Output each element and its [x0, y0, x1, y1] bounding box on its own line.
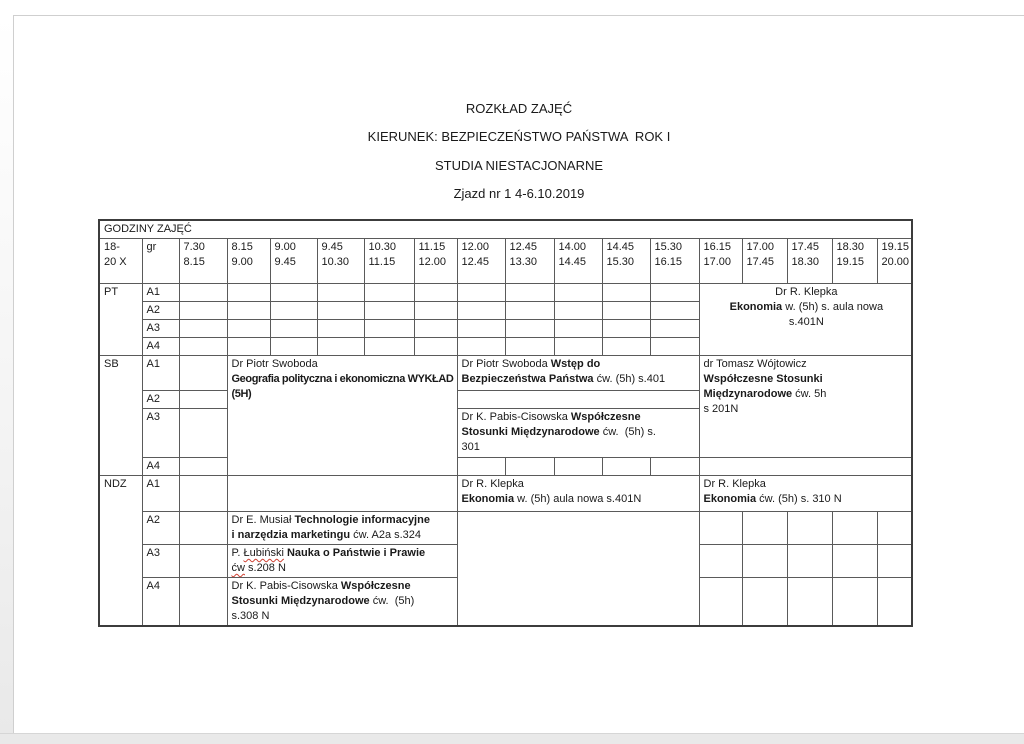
- time-slot-header: 17.00 17.45: [742, 239, 787, 284]
- empty-slot-cell: [227, 338, 270, 356]
- empty-slot-cell: [414, 338, 457, 356]
- group-cell: A2: [142, 391, 179, 409]
- empty-slot-cell: [787, 545, 832, 578]
- empty-slot-cell: [179, 356, 227, 391]
- empty-slot-cell: [457, 391, 699, 409]
- time-slot-header: 12.45 13.30: [505, 239, 554, 284]
- day-cell-sb: SB: [99, 356, 142, 476]
- group-cell: A2: [142, 512, 179, 545]
- empty-slot-cell: [270, 338, 317, 356]
- empty-slot-cell: [227, 320, 270, 338]
- schedule-table: [98, 219, 913, 627]
- empty-slot-cell: [179, 338, 227, 356]
- empty-slot-cell: [505, 320, 554, 338]
- empty-slot-cell: [505, 458, 554, 476]
- time-slot-header: 9.00 9.45: [270, 239, 317, 284]
- empty-slot-cell: [650, 338, 699, 356]
- group-cell: A4: [142, 458, 179, 476]
- group-cell: A3: [142, 409, 179, 458]
- empty-slot-cell: [179, 391, 227, 409]
- class-cell-sb-wstep: Dr Piotr Swoboda Wstęp do Bezpieczeństwa Państwa ćw. (5h) s.401: [457, 356, 699, 391]
- table-title-cell: GODZINY ZAJĘĆ: [99, 220, 912, 239]
- class-cell-ndz-nauka: P. Łubiński Nauka o Państwie i Prawie ćw s.208 N: [227, 545, 457, 578]
- empty-slot-cell: [364, 338, 414, 356]
- empty-slot-cell: [554, 302, 602, 320]
- empty-slot-cell: [179, 512, 227, 545]
- empty-slot-cell: [832, 512, 877, 545]
- empty-slot-cell: [179, 284, 227, 302]
- empty-slot-cell: [179, 458, 227, 476]
- empty-slot-cell: [414, 320, 457, 338]
- time-slot-header: 15.30 16.15: [650, 239, 699, 284]
- group-column-header: gr: [142, 239, 179, 284]
- group-cell: A4: [142, 578, 179, 627]
- empty-slot-cell: [457, 458, 505, 476]
- time-slot-header: 11.15 12.00: [414, 239, 457, 284]
- group-cell: A2: [142, 302, 179, 320]
- document-subtitle-zjazd: Zjazd nr 1 4-6.10.2019: [453, 186, 585, 201]
- empty-slot-cell: [505, 302, 554, 320]
- time-slot-header: 16.15 17.00: [699, 239, 742, 284]
- empty-slot-cell: [414, 284, 457, 302]
- empty-slot-cell: [554, 320, 602, 338]
- empty-slot-cell: [179, 545, 227, 578]
- class-cell-pt-ekonomia: Dr R. Klepka Ekonomia w. (5h) s. aula nowa s.401N: [699, 284, 912, 356]
- time-slot-header: 8.15 9.00: [227, 239, 270, 284]
- day-cell-ndz: NDZ: [99, 476, 142, 627]
- time-slot-header: 10.30 11.15: [364, 239, 414, 284]
- empty-slot-cell: [364, 320, 414, 338]
- table-row: [99, 458, 912, 476]
- time-slot-header: 19.15 20.00: [877, 239, 912, 284]
- time-slot-header: 18.30 19.15: [832, 239, 877, 284]
- empty-slot-cell: [317, 338, 364, 356]
- class-cell-sb-wsm-wojtowicz: dr Tomasz Wójtowicz Współczesne Stosunki Międzynarodowe ćw. 5h s 201N: [699, 356, 912, 458]
- empty-slot-cell: [787, 578, 832, 627]
- empty-slot-cell: [179, 476, 227, 512]
- empty-slot-cell: [699, 458, 912, 476]
- document-title: ROZKŁAD ZAJĘĆ: [465, 101, 573, 116]
- class-cell-sb-geografia: Dr Piotr Swoboda Geografia polityczna i ekonomiczna WYKŁAD (5H): [227, 356, 457, 476]
- empty-slot-cell: [457, 338, 505, 356]
- table-row: [99, 356, 912, 391]
- empty-slot-cell: [364, 284, 414, 302]
- time-slot-header: 12.00 12.45: [457, 239, 505, 284]
- empty-slot-cell: [602, 320, 650, 338]
- empty-slot-cell: [650, 284, 699, 302]
- empty-slot-cell: [602, 458, 650, 476]
- page-bottom-gap: [0, 733, 1024, 744]
- empty-slot-cell: [554, 284, 602, 302]
- empty-slot-cell: [877, 512, 912, 545]
- empty-slot-cell: [699, 545, 742, 578]
- empty-slot-cell: [457, 512, 699, 627]
- time-slot-header: 9.45 10.30: [317, 239, 364, 284]
- empty-slot-cell: [179, 302, 227, 320]
- date-range-cell: 18- 20 X: [99, 239, 142, 284]
- time-slot-header: 17.45 18.30: [787, 239, 832, 284]
- group-cell: A4: [142, 338, 179, 356]
- empty-slot-cell: [457, 284, 505, 302]
- class-cell-ndz-ekonomia-w: Dr R. Klepka Ekonomia w. (5h) aula nowa s.401N: [457, 476, 699, 512]
- empty-slot-cell: [317, 320, 364, 338]
- empty-slot-cell: [270, 284, 317, 302]
- time-slot-header: 7.30 8.15: [179, 239, 227, 284]
- empty-slot-cell: [787, 512, 832, 545]
- empty-slot-cell: [317, 284, 364, 302]
- empty-slot-cell: [602, 284, 650, 302]
- class-cell-ndz-wsm-pabis: Dr K. Pabis-Cisowska Współczesne Stosunki Międzynarodowe ćw. (5h) s.308 N: [227, 578, 457, 627]
- empty-slot-cell: [227, 284, 270, 302]
- empty-slot-cell: [179, 409, 227, 458]
- empty-slot-cell: [270, 320, 317, 338]
- empty-slot-cell: [505, 338, 554, 356]
- class-cell-sb-wsm-pabis: Dr K. Pabis-Cisowska Współczesne Stosunki Międzynarodowe ćw. (5h) s. 301: [457, 409, 699, 458]
- empty-slot-cell: [650, 302, 699, 320]
- page-left-margin: [0, 15, 13, 733]
- empty-slot-cell: [554, 338, 602, 356]
- group-cell: A3: [142, 320, 179, 338]
- class-cell-ndz-technologie: Dr E. Musiał Technologie informacyjne i narzędzia marketingu ćw. A2a s.324: [227, 512, 457, 545]
- empty-slot-cell: [877, 578, 912, 627]
- empty-slot-cell: [227, 476, 457, 512]
- day-cell-pt: PT: [99, 284, 142, 356]
- table-row: [99, 284, 912, 302]
- empty-slot-cell: [270, 302, 317, 320]
- empty-slot-cell: [364, 302, 414, 320]
- time-slot-header: 14.00 14.45: [554, 239, 602, 284]
- empty-slot-cell: [699, 512, 742, 545]
- empty-slot-cell: [505, 284, 554, 302]
- group-cell: A1: [142, 356, 179, 391]
- empty-slot-cell: [832, 578, 877, 627]
- table-row: [99, 512, 912, 545]
- empty-slot-cell: [832, 545, 877, 578]
- group-cell: A3: [142, 545, 179, 578]
- empty-slot-cell: [650, 458, 699, 476]
- empty-slot-cell: [742, 578, 787, 627]
- empty-slot-cell: [179, 320, 227, 338]
- document-page: [13, 15, 1024, 733]
- empty-slot-cell: [742, 512, 787, 545]
- empty-slot-cell: [602, 338, 650, 356]
- empty-slot-cell: [877, 545, 912, 578]
- empty-slot-cell: [699, 578, 742, 627]
- empty-slot-cell: [554, 458, 602, 476]
- table-title-row: [99, 220, 912, 239]
- empty-slot-cell: [317, 302, 364, 320]
- empty-slot-cell: [227, 302, 270, 320]
- document-subtitle-studia: STUDIA NIESTACJONARNE: [434, 158, 604, 173]
- table-row: [99, 476, 912, 512]
- empty-slot-cell: [742, 545, 787, 578]
- empty-slot-cell: [414, 302, 457, 320]
- document-subtitle-kierunek: KIERUNEK: BEZPIECZEŃSTWO PAŃSTWA ROK I: [367, 129, 671, 144]
- time-header-row: [99, 239, 912, 284]
- group-cell: A1: [142, 284, 179, 302]
- time-slot-header: 14.45 15.30: [602, 239, 650, 284]
- empty-slot-cell: [650, 320, 699, 338]
- class-cell-ndz-ekonomia-cw: Dr R. Klepka Ekonomia ćw. (5h) s. 310 N: [699, 476, 912, 512]
- empty-slot-cell: [457, 320, 505, 338]
- empty-slot-cell: [457, 302, 505, 320]
- empty-slot-cell: [179, 578, 227, 627]
- empty-slot-cell: [602, 302, 650, 320]
- group-cell: A1: [142, 476, 179, 512]
